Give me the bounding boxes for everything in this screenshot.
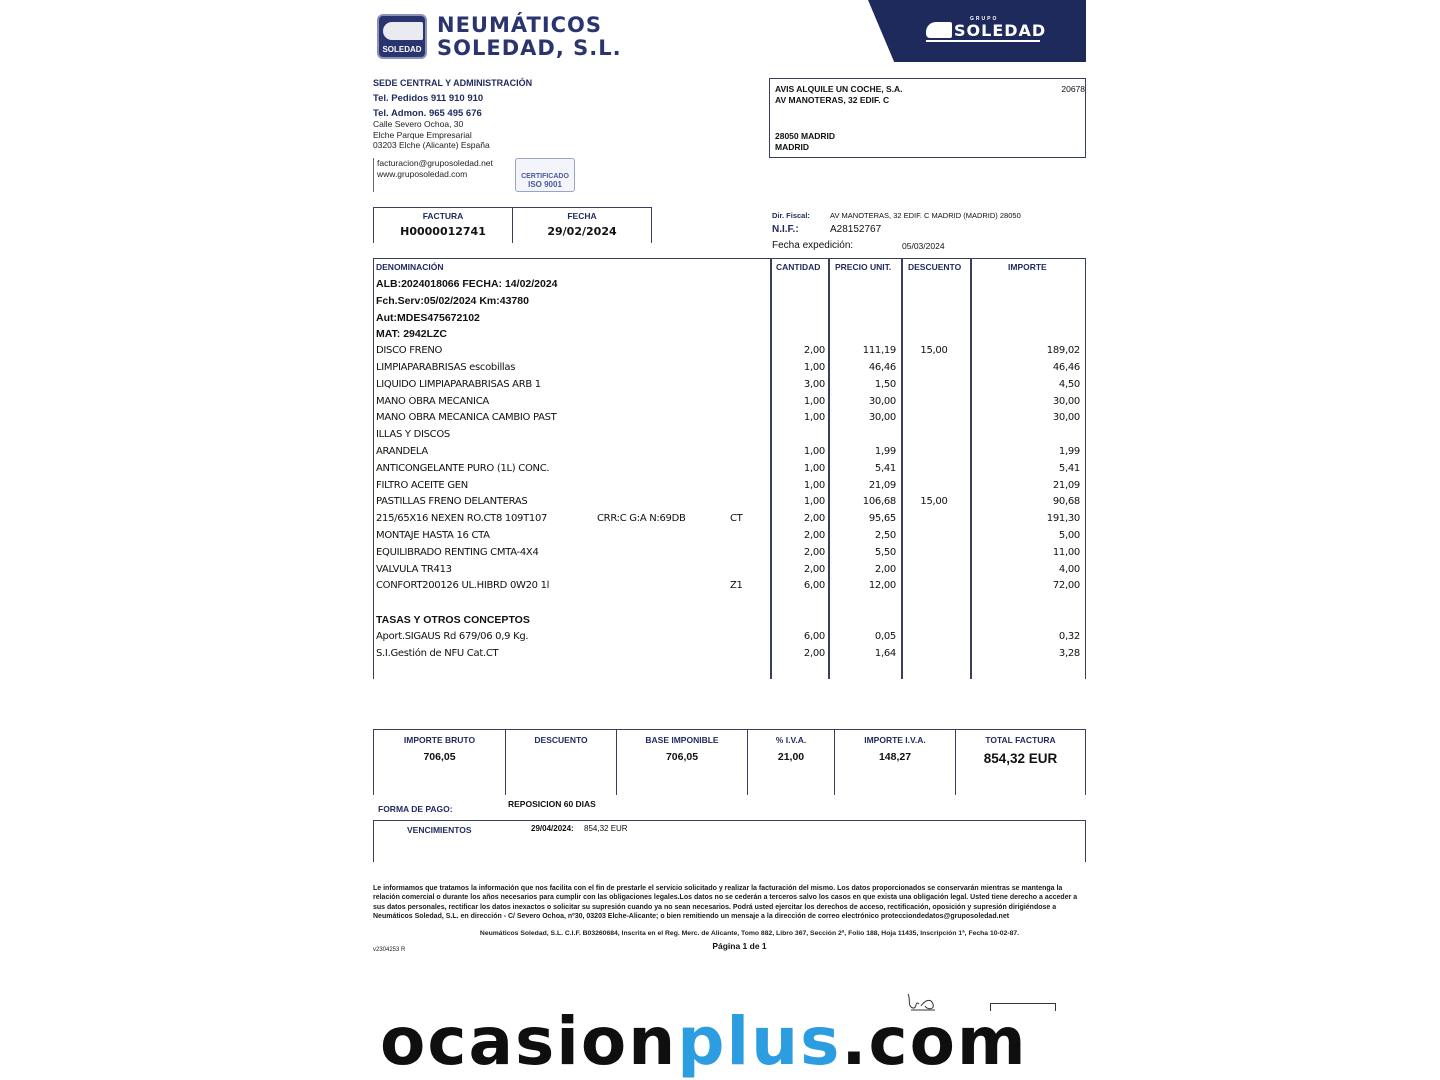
item-description: MANO OBRA MECANICA CAMBIO PAST bbox=[376, 412, 557, 424]
version-code: v2304253 R bbox=[373, 947, 406, 953]
amount-cell: 191,30 bbox=[1046, 513, 1080, 525]
amount-cell: 5,41 bbox=[1058, 462, 1080, 474]
quantity-cell: 1,00 bbox=[803, 496, 825, 508]
unit-price-cell: 30,00 bbox=[868, 412, 896, 424]
total-amount: 854,32 EUR bbox=[983, 751, 1058, 766]
taxes-section-title: TASAS Y OTROS CONCEPTOS bbox=[376, 614, 530, 626]
quantity-cell: 1,00 bbox=[803, 362, 825, 373]
privacy-notice: Le informamos que tratamos la información que nos facilita con el fin de prestarle el servicio solicitado y realizar la facturación del mismo. Los datos proporcionados se conservarán mientras se mantenga la relación comercial o durante los años necesarios para cumplir con las obligaciones legales.Los datos no se cederán a terceros salvo los casos en que exista una obligación legal. Usted tiene derecho a acceder a sus datos personales, rectificar los datos inexactos o solicitar su supresión cuando ya no sean necesarios. Podrá usted ejercitar los derechos de acceso, rectificación, oposición y supresión dirigiéndose a Neumáticos Soledad, S.L. en dirección - C/ Severo Ochoa, nº30, 03203 Elche-Alicante; o bien remitiendo un mensaje a la dirección de correo electrónico protecciondedatos@gruposoledad.net bbox=[373, 885, 1078, 920]
item-description: MANO OBRA MECANICA bbox=[376, 395, 489, 407]
unit-price-cell: 5,50 bbox=[874, 546, 896, 558]
item-description: CONFORT200126 UL.HIBRD 0W20 1l bbox=[376, 580, 550, 592]
item-code: Z1 bbox=[730, 580, 743, 592]
client-address-box: AVIS ALQUILE UN COCHE, S.A. AV MANOTERAS, 32 EDIF. C 28050 MADRID MADRID 20678 bbox=[769, 78, 1086, 158]
unit-price-cell: 46,46 bbox=[868, 362, 896, 373]
iso-certificate-badge: CERTIFICADO ISO 9001 bbox=[515, 158, 575, 192]
item-description: ILLAS Y DISCOS bbox=[376, 429, 450, 441]
quantity-cell: 2,00 bbox=[803, 647, 825, 659]
registry-info: Neumáticos Soledad, S.L. C.I.F. B03260684, Inscrita en el Reg. Merc. de Alicante, Tomo 882, Libro 367, Sección 2ª, Folio 188, Hoja 11435, Inscripción 1ª, Fecha 10-02-87. bbox=[479, 930, 1020, 937]
quantity-cell: 2,00 bbox=[803, 345, 825, 357]
company-info: SEDE CENTRAL Y ADMINISTRACIÓN Tel. Pedidos 911 910 910 Tel. Admon. 965 495 676 Calle Severo Ochoa, 30 Elche Parque Empresarial 03203 Elche (Alicante) España bbox=[373, 78, 533, 150]
invoice-number: H0000012741 bbox=[400, 225, 486, 238]
fiscal-info: Dir. Fiscal: AV MANOTERAS, 32 EDIF. C MADRID (MADRID) 28050 N.I.F.: A28152767 Fecha expedición: 05/03/2024 bbox=[772, 211, 1021, 251]
website[interactable]: www.gruposoledad.com bbox=[377, 169, 468, 179]
ocasionplus-watermark: ocasionplus.com bbox=[380, 1003, 1028, 1080]
unit-price-cell: 30,00 bbox=[868, 395, 896, 407]
discount-cell: 15,00 bbox=[920, 345, 948, 357]
quantity-cell: 3,00 bbox=[803, 378, 825, 390]
item-description: LIQUIDO LIMPIAPARABRISAS ARB 1 bbox=[376, 378, 541, 390]
quantity-cell: 1,00 bbox=[803, 479, 825, 491]
item-description: VALVULA TR413 bbox=[376, 563, 452, 575]
amount-cell: 0,32 bbox=[1058, 630, 1080, 642]
quantity-cell: 2,00 bbox=[803, 563, 825, 575]
grupo-soledad-logo: GRUPO SOLEDAD bbox=[926, 16, 1040, 44]
unit-price-cell: 95,65 bbox=[868, 513, 896, 525]
amount-cell: 46,46 bbox=[1052, 362, 1080, 373]
unit-price-cell: 5,41 bbox=[874, 462, 896, 474]
items-table: DENOMINACIÓN CANTIDAD PRECIO UNIT. DESCUENTO IMPORTE ALB:2024018066 FECHA: 14/02/2024 Fch.Serv:05/02/2024 Km:43780 Aut:MDES475672102 MAT: 2942LZC DISCO FRENO 2,00 111,19 15,00 189,02 LIMPIAPARABRISAS escobillas 1,00 46,46 46,46 LIQUIDO LIMPIAPARABRISAS ARB 1 3,00 1,50 4,50 MANO OBRA MECANICA 1,00 30,00 30,00 MANO OBRA MECANICA CAMBIO PAST 1,00 30,00 30,00 ILLAS Y DISCOS ARANDELA 1,00 1,99 1,99 ANTICONGELANTE PURO (1L) CONC. 1,00 5,41 5,41 FILTRO ACEITE GEN 1,00 21,09 21,09 PASTILLAS FRENO DELANTERAS 1,00 106,68 15,00 90,68 215/65X16 NEXEN RO.CT8 109T107 CRR:C G:A N:69DB CT 2,00 95,65 191,30 MONTAJE HASTA 16 CTA 2,00 2,50 5,00 EQUILIBRADO RENTING CMTA-4X4 2,00 5,50 11,00 VALVULA TR413 2,00 2,00 4,00 CONFORT200126 UL.HIBRD 0W20 1l Z1 6,00 12,00 72,00 TASAS Y OTROS CONCEPTOS Aport.SIGAUS Rd 679/06 0,9 Kg. 6,00 0,05 0,32 S.I.Gestión de NFU Cat.CT 2,00 1,64 3,28 bbox=[373, 258, 1086, 679]
discount-cell: 15,00 bbox=[920, 496, 948, 508]
unit-price-cell: 21,09 bbox=[868, 479, 896, 491]
amount-cell: 90,68 bbox=[1052, 496, 1080, 508]
quantity-cell: 2,00 bbox=[803, 513, 825, 525]
amount-cell: 4,50 bbox=[1058, 378, 1080, 390]
unit-price-cell: 12,00 bbox=[868, 580, 896, 592]
delivery-note-line: Fch.Serv:05/02/2024 Km:43780 bbox=[376, 294, 529, 307]
item-description: 215/65X16 NEXEN RO.CT8 109T107 bbox=[376, 513, 548, 525]
unit-price-cell: 1,99 bbox=[874, 446, 896, 457]
tax-description: Aport.SIGAUS Rd 679/06 0,9 Kg. bbox=[376, 630, 529, 642]
delivery-note-line: MAT: 2942LZC bbox=[376, 328, 447, 341]
unit-price-cell: 111,19 bbox=[862, 345, 896, 357]
item-description: ANTICONGELANTE PURO (1L) CONC. bbox=[376, 462, 550, 474]
delivery-note-line: Aut:MDES475672102 bbox=[376, 311, 480, 324]
unit-price-cell: 106,68 bbox=[862, 496, 896, 508]
item-description: FILTRO ACEITE GEN bbox=[376, 479, 468, 491]
amount-cell: 5,00 bbox=[1058, 530, 1080, 541]
quantity-cell: 6,00 bbox=[803, 580, 825, 592]
item-extra-info: CRR:C G:A N:69DB bbox=[597, 513, 686, 525]
tax-description: S.I.Gestión de NFU Cat.CT bbox=[376, 647, 499, 659]
eagle-icon bbox=[926, 22, 952, 38]
unit-price-cell: 1,50 bbox=[874, 378, 896, 390]
unit-price-cell: 2,00 bbox=[874, 563, 896, 575]
contact-info bbox=[373, 158, 493, 192]
company-name: NEUMÁTICOS SOLEDAD, S.L. bbox=[437, 13, 622, 60]
item-code: CT bbox=[730, 513, 743, 525]
client-code: 20678 bbox=[1061, 84, 1085, 94]
delivery-note-line: ALB:2024018066 FECHA: 14/02/2024 bbox=[376, 278, 558, 290]
amount-cell: 30,00 bbox=[1052, 412, 1080, 424]
amount-cell: 21,09 bbox=[1052, 479, 1080, 491]
invoice-date: 29/02/2024 bbox=[547, 225, 617, 238]
payment-method: REPOSICION 60 DIAS bbox=[508, 799, 596, 809]
quantity-cell: 6,00 bbox=[803, 630, 825, 642]
quantity-cell: 2,00 bbox=[803, 546, 825, 558]
item-description: DISCO FRENO bbox=[376, 345, 443, 357]
amount-cell: 189,02 bbox=[1046, 345, 1080, 357]
amount-cell: 30,00 bbox=[1052, 395, 1080, 407]
due-dates-box: VENCIMIENTOS 29/04/2024: 854,32 EUR bbox=[373, 820, 1086, 862]
invoice-id-box: FACTURA H0000012741 FECHA 29/02/2024 bbox=[373, 207, 652, 243]
quantity-cell: 1,00 bbox=[803, 412, 825, 424]
amount-cell: 72,00 bbox=[1052, 580, 1080, 592]
amount-cell: 3,28 bbox=[1058, 647, 1080, 659]
unit-price-cell: 2,50 bbox=[874, 530, 896, 541]
item-description: PASTILLAS FRENO DELANTERAS bbox=[376, 496, 528, 508]
unit-price-cell: 0,05 bbox=[874, 630, 896, 642]
amount-cell: 1,99 bbox=[1058, 446, 1080, 457]
unit-price-cell: 1,64 bbox=[874, 647, 896, 659]
company-logo-icon: SOLEDAD bbox=[377, 14, 427, 59]
item-description: ARANDELA bbox=[376, 446, 428, 457]
quantity-cell: 1,00 bbox=[803, 462, 825, 474]
quantity-cell: 2,00 bbox=[803, 530, 825, 541]
quantity-cell: 1,00 bbox=[803, 446, 825, 457]
quantity-cell: 1,00 bbox=[803, 395, 825, 407]
page-number: Página 1 de 1 bbox=[712, 941, 767, 951]
amount-cell: 4,00 bbox=[1058, 563, 1080, 575]
item-description: MONTAJE HASTA 16 CTA bbox=[376, 530, 490, 541]
item-description: LIMPIAPARABRISAS escobillas bbox=[376, 362, 516, 373]
amount-cell: 11,00 bbox=[1052, 546, 1080, 558]
item-description: EQUILIBRADO RENTING CMTA-4X4 bbox=[376, 546, 539, 558]
email[interactable]: facturacion@gruposoledad.net bbox=[377, 158, 493, 168]
totals-table: IMPORTE BRUTO 706,05 DESCUENTO BASE IMPONIBLE 706,05 % I.V.A. 21,00 IMPORTE I.V.A. 148,27 TOTAL FACTURA 854,32 EUR bbox=[373, 729, 1086, 795]
